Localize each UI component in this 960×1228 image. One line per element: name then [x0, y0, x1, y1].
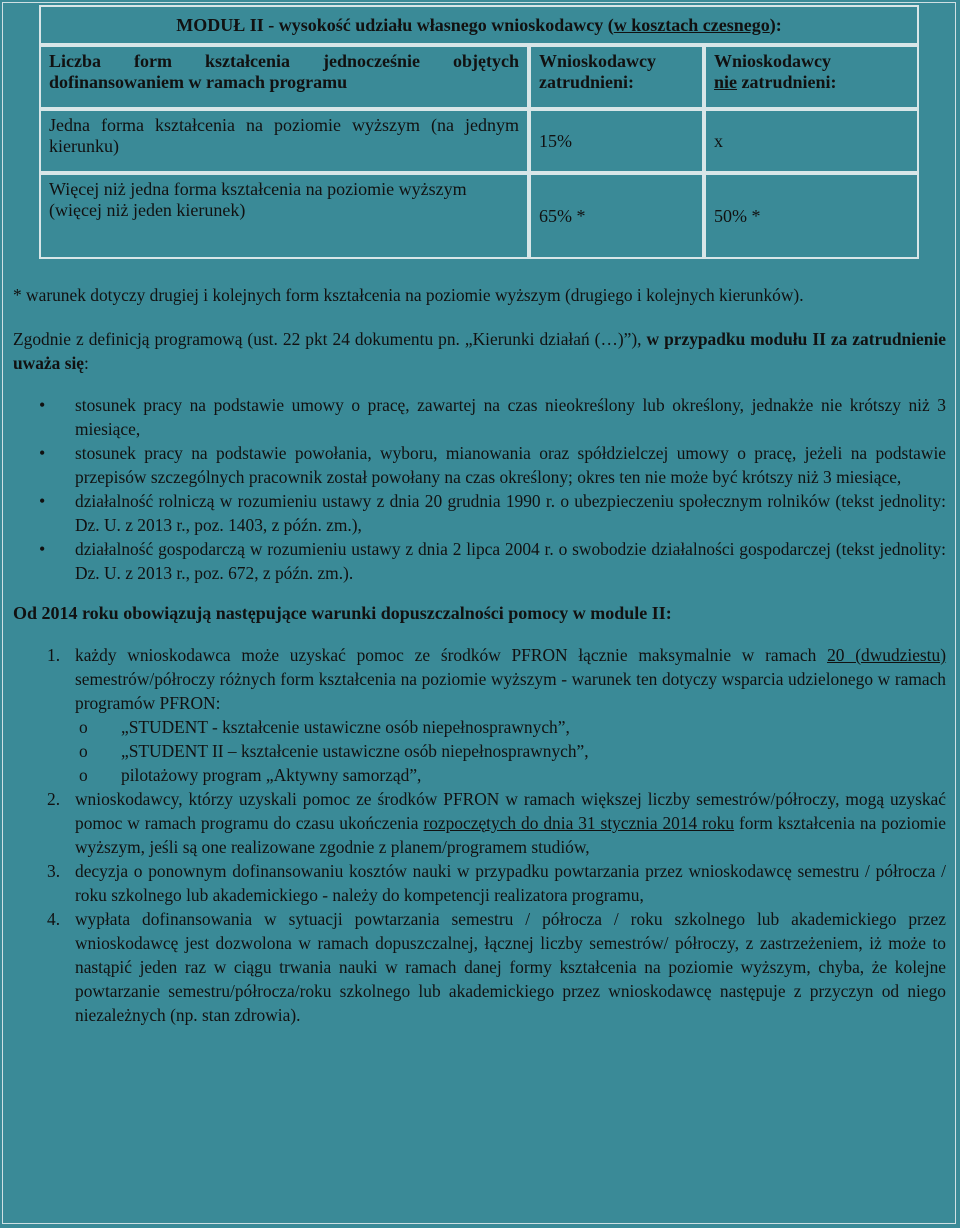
- list-item: • działalność gospodarczą w rozumieniu ustawy z dnia 2 lipca 2004 r. o swobodzie działalności gospodarczej (tekst jednolity: Dz. U. z 2013 r., poz. 672, z późn. zm.).: [13, 537, 946, 585]
- condition-underlined: 20 (dwudziestu): [827, 645, 947, 665]
- list-item: • działalność rolniczą w rozumieniu ustawy z dnia 20 grudnia 1990 r. o ubezpieczeniu społecznym rolników (tekst jednolity: Dz. U. z 2013 r., poz. 1403, z późn. zm.),: [13, 489, 946, 537]
- condition-text: decyzja o ponownym dofinansowaniu kosztów nauki w przypadku powtarzania przez wnioskodawcę semestru / półrocza / roku szkolnego lub akademickiego - należy do kompetencji realizatora programu,: [75, 861, 946, 905]
- list-item: • stosunek pracy na podstawie powołania, wyboru, mianowania oraz spółdzielczej umowy o pracę, jeżeli na podstawie przepisów szczególnych pracownik został powołany na czas określony; okres ten nie może być krótszy niż 3 miesiące,: [13, 441, 946, 489]
- contribution-table: [39, 5, 919, 259]
- row-multiple-label-sub: (więcej niż jeden kierunek): [49, 200, 246, 220]
- row-multiple-label-main: Więcej niż jedna forma kształcenia na poziomie wyższym: [49, 179, 467, 199]
- program-item: o „STUDENT - kształcenie ustawiczne osób niepełnosprawnych”,: [75, 715, 946, 739]
- condition-item: [13, 859, 946, 907]
- conditions-list: [13, 643, 946, 1027]
- row-single-unemployed: x: [704, 109, 919, 173]
- program-item: o „STUDENT II – kształcenie ustawiczne osób niepełnosprawnych”,: [75, 739, 946, 763]
- condition-number: 4.: [47, 909, 61, 929]
- row-multiple-unemployed: 50% *: [704, 173, 919, 259]
- row-multiple-label: [39, 173, 529, 259]
- definition-tail: :: [84, 353, 89, 373]
- header-employed: Wnioskodawcy zatrudnieni:: [529, 45, 704, 109]
- header-forms: Liczba form kształcenia jednocześnie objętych dofinansowaniem w ramach programu: [39, 45, 529, 109]
- header-unemployed-line2: zatrudnieni:: [741, 72, 837, 92]
- condition-item: [13, 787, 946, 859]
- definition-intro: Zgodnie z definicją programową (ust. 22 pkt 24 dokumentu pn. „Kierunki działań (…)”),: [13, 329, 647, 349]
- row-single-label: Jedna forma kształcenia na poziomie wyższym (na jednym kierunku): [39, 109, 529, 173]
- table-title-text: MODUŁ II - wysokość udziału własnego wnioskodawcy (: [176, 15, 614, 35]
- header-unemployed-not: nie: [714, 72, 738, 92]
- employment-forms-list: [13, 393, 946, 585]
- program-item: o pilotażowy program „Aktywny samorząd”,: [75, 763, 946, 787]
- condition-item: [13, 907, 946, 1027]
- row-single-employed: 15%: [529, 109, 704, 173]
- table-title-underlined: w kosztach czesnego: [613, 15, 770, 35]
- list-item: • stosunek pracy na podstawie umowy o pracę, zawartej na czas nieokreślony lub określony, jednakże nie krótszy niż 3 miesiące,: [13, 393, 946, 441]
- table-title-end: ):: [769, 15, 782, 35]
- condition-text: każdy wnioskodawca może uzyskać pomoc ze środków PFRON łącznie maksymalnie w ramach: [75, 645, 828, 665]
- programs-list: [75, 715, 946, 787]
- condition-number: 1.: [47, 645, 61, 665]
- footnote: * warunek dotyczy drugiej i kolejnych form kształcenia na poziomie wyższym (drugiego i kolejnych kierunków).: [13, 285, 804, 305]
- table-title: [39, 5, 919, 45]
- condition-number: 2.: [47, 789, 61, 809]
- row-multiple-employed: 65% *: [529, 173, 704, 259]
- condition-number: 3.: [47, 861, 61, 881]
- condition-underlined: rozpoczętych do dnia 31 stycznia 2014 roku: [423, 813, 735, 833]
- condition-text: wypłata dofinansowania w sytuacji powtarzania semestru / półrocza / roku szkolnego lub akademickiego przez wnioskodawcę jest dozwolona w ramach dopuszczalnej, łącznej liczby semestrów/ półroczy, z zastrzeżeniem, iż może to nastąpić jeden raz w ciągu trwania nauki w ramach danej formy kształcenia na poziomie wyższym, chyba, że kolejne powtarzanie semestru/półrocza/roku szkolnego lub akademickiego przez wnioskodawcę następuje z przyczyn od niego niezależnych (np. stan zdrowia).: [75, 909, 946, 1025]
- header-unemployed-line1: Wnioskodawcy: [714, 51, 832, 71]
- definition-bold: w przypadku modułu II za zatrudnienie uważa się: [13, 329, 946, 373]
- condition-text-end: semestrów/półroczy różnych form kształcenia na poziomie wyższym - warunek ten dotyczy wsparcia udzielonego w ramach programów PFRON:: [75, 669, 946, 713]
- condition-text: wnioskodawcy, którzy uzyskali pomoc ze środków PFRON w ramach większej liczby semestrów/półroczy, mogą uzyskać pomoc w ramach programu do czasu ukończenia: [75, 789, 946, 833]
- condition-item: [13, 643, 946, 787]
- employment-definition: [13, 327, 946, 375]
- header-unemployed: [704, 45, 919, 109]
- condition-text-end: form kształcenia na poziomie wyższym, jeśli są one realizowane zgodnie z planem/programem studiów,: [75, 813, 946, 857]
- conditions-heading: Od 2014 roku obowiązują następujące warunki dopuszczalności pomocy w module II:: [13, 603, 672, 623]
- content: [13, 283, 946, 1027]
